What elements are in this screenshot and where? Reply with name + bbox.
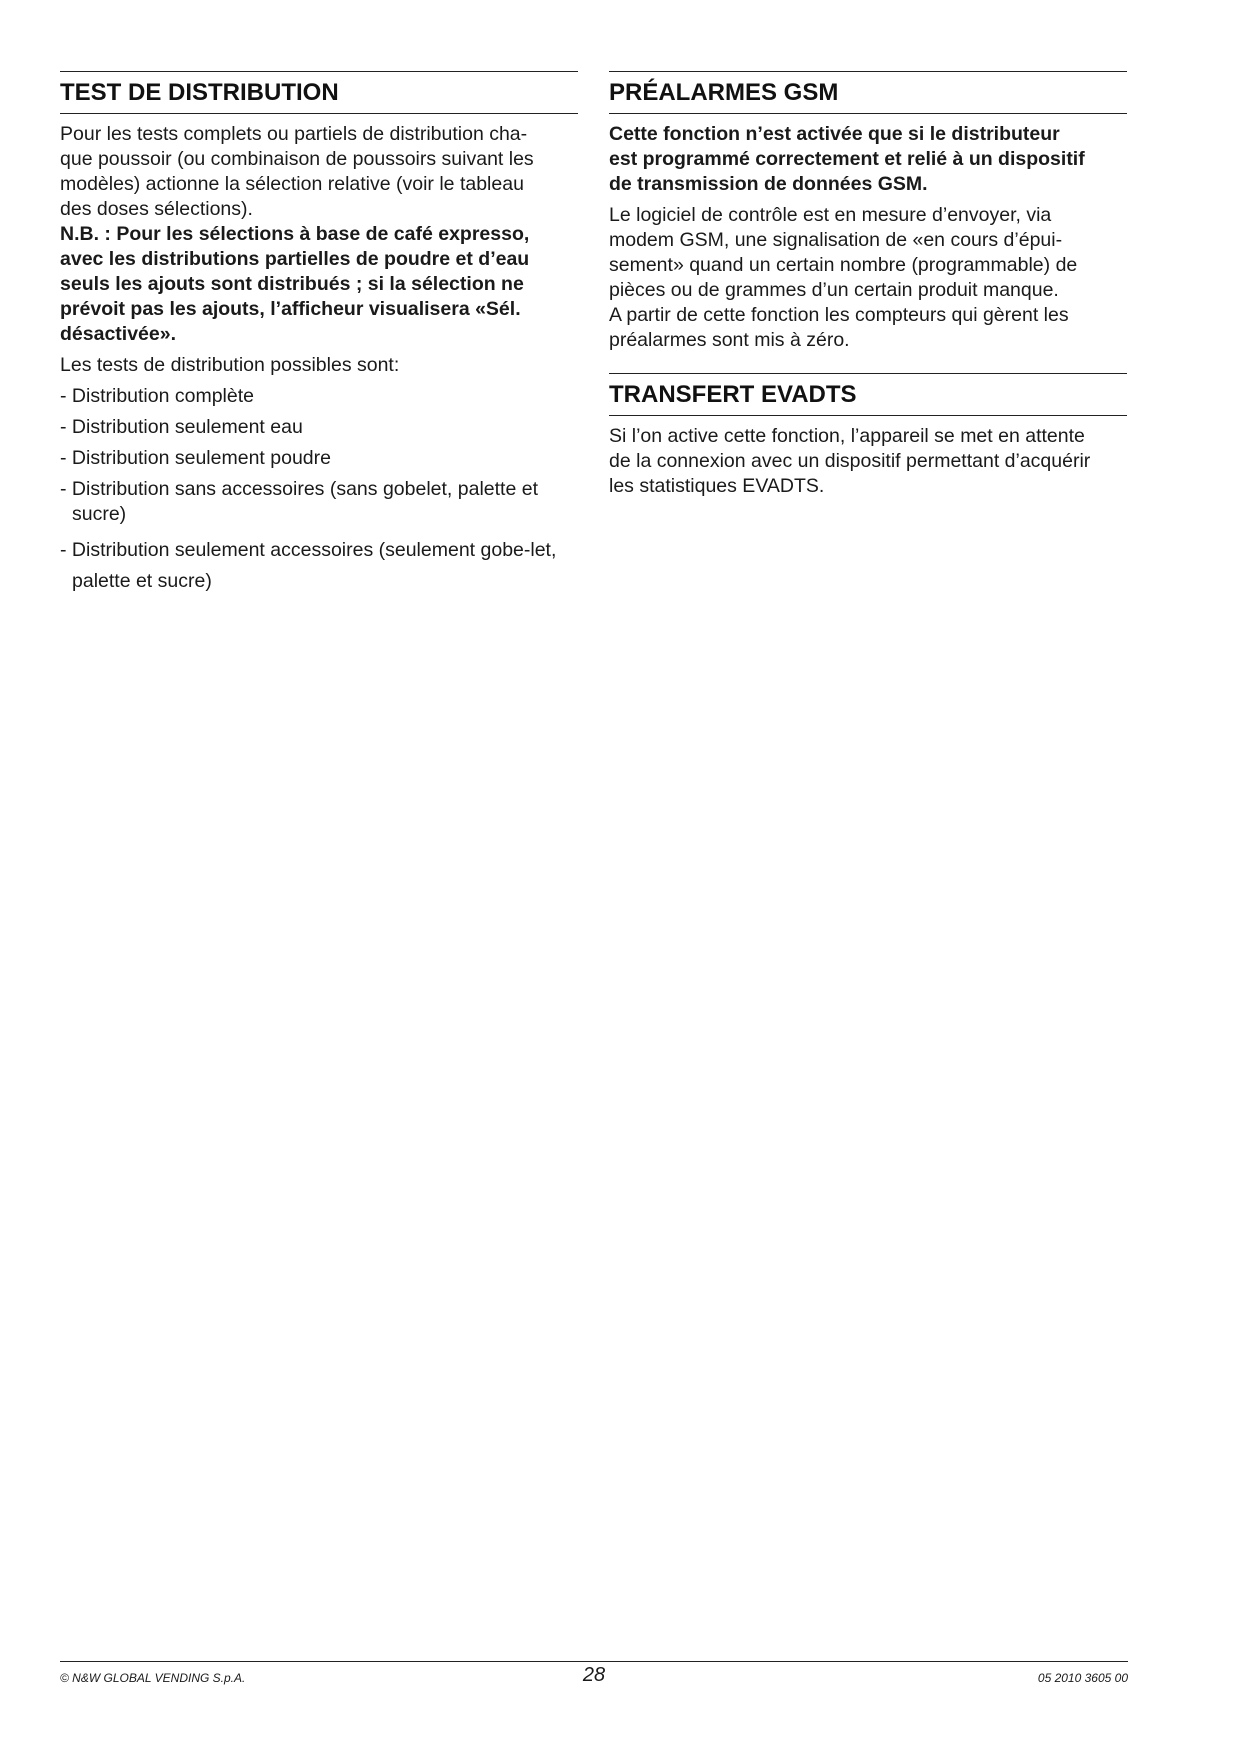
possible-tests-intro: Les tests de distribution possibles sont: <box>60 354 400 376</box>
body-paragraph <box>609 203 1127 353</box>
list-item: - Distribution seulement accessoires (seulement gobe-let, palette et sucre) <box>60 539 557 592</box>
intro-paragraph <box>60 122 578 222</box>
body-paragraph <box>609 424 1127 499</box>
text-line: Pour les tests complets ou partiels de distribution cha- <box>60 123 528 145</box>
text-line: de la connexion avec un dispositif permettant d’acquérir <box>609 450 1091 472</box>
text-line: pièces ou de grammes d’un certain produit manque. <box>609 279 1059 301</box>
text-line: que poussoir (ou combinaison de poussoirs suivant les <box>60 148 534 170</box>
text-line: modem GSM, une signalisation de «en cours d’épui- <box>609 229 1063 251</box>
text-line: désactivée». <box>60 323 177 345</box>
transfert-evadts-section <box>609 373 1127 499</box>
list-item: - Distribution complète <box>60 385 254 407</box>
page-number: 28 <box>582 1664 606 1686</box>
distribution-test-list <box>60 384 578 597</box>
left-column <box>60 71 578 603</box>
list-item: - Distribution seulement poudre <box>60 447 331 469</box>
section-heading: TEST DE DISTRIBUTION <box>60 71 578 114</box>
list-item: - Distribution sans accessoires (sans gobelet, palette et sucre) <box>60 478 538 525</box>
text-line: les statistiques EVADTS. <box>609 475 825 497</box>
text-line: A partir de cette fonction les compteurs qui gèrent les <box>609 304 1069 326</box>
text-line: de transmission de données GSM. <box>609 173 928 195</box>
section-heading: PRÉALARMES GSM <box>609 71 1127 114</box>
list-item: - Distribution seulement eau <box>60 416 303 438</box>
text-line: modèles) actionne la sélection relative (voir le tableau <box>60 173 524 195</box>
text-line: Cette fonction n’est activée que si le distributeur <box>609 123 1060 145</box>
note-paragraph <box>60 222 578 347</box>
section-heading: TRANSFERT EVADTS <box>609 373 1127 416</box>
text-line: avec les distributions partielles de poudre et d’eau <box>60 248 530 270</box>
text-line: sement» quand un certain nombre (programmable) de <box>609 254 1078 276</box>
text-line: des doses sélections). <box>60 198 253 220</box>
document-code: 05 2010 3605 00 <box>1037 1671 1128 1685</box>
text-line: préalarmes sont mis à zéro. <box>609 329 850 351</box>
text-line: est programmé correctement et relié à un dispositif <box>609 148 1085 170</box>
page-footer <box>60 1661 1128 1692</box>
text-line: seuls les ajouts sont distribués ; si la sélection ne <box>60 273 524 295</box>
text-line: Si l’on active cette fonction, l’appareil se met en attente <box>609 425 1085 447</box>
bold-paragraph <box>609 122 1127 197</box>
text-line: prévoit pas les ajouts, l’afficheur visualisera «Sél. <box>60 298 521 320</box>
test-distribution-section <box>60 71 578 597</box>
right-column <box>609 71 1127 499</box>
prealarmes-gsm-section <box>609 71 1127 353</box>
text-line: N.B. : Pour les sélections à base de café expresso, <box>60 223 530 245</box>
copyright-text: © N&W GLOBAL VENDING S.p.A. <box>60 1671 246 1685</box>
text-line: Le logiciel de contrôle est en mesure d’envoyer, via <box>609 204 1052 226</box>
